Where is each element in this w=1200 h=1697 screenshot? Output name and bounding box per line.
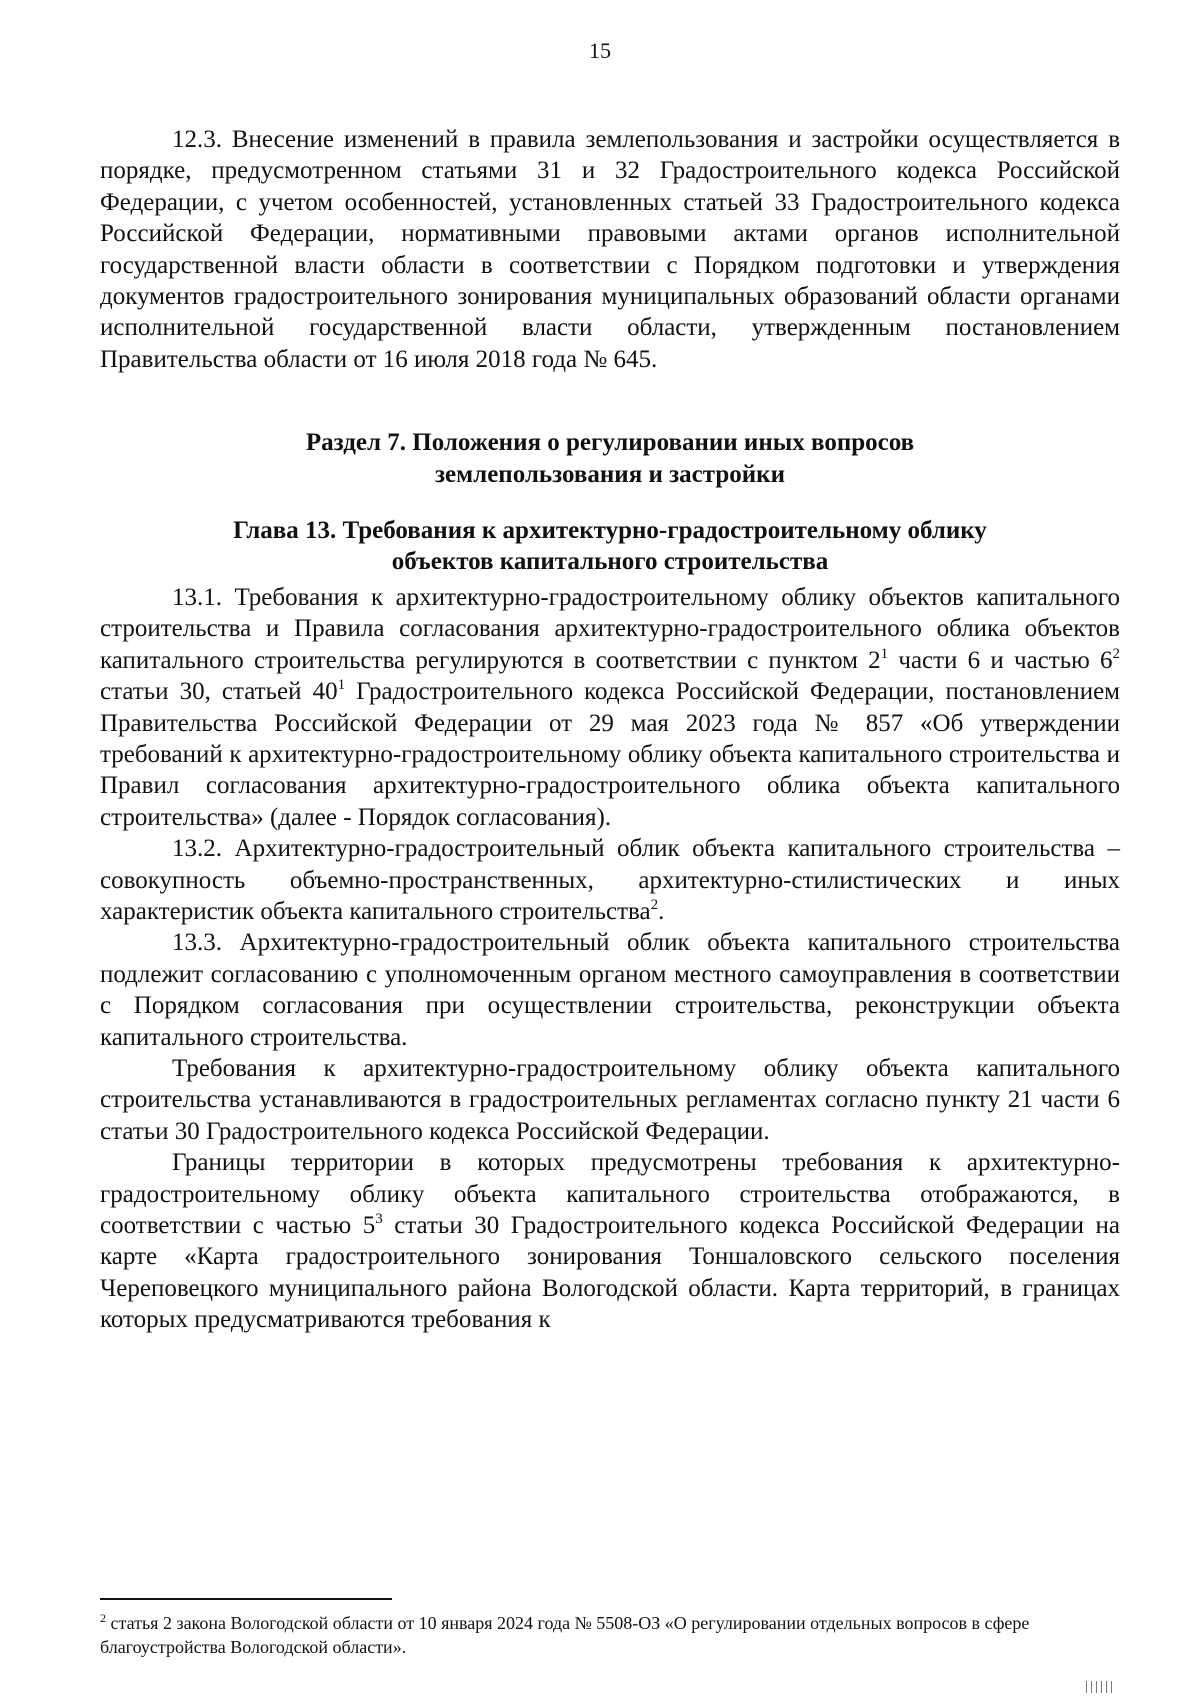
paragraph-13-2 — [100, 833, 1120, 927]
paragraph-13-1-text-d: Градостроительного кодекса Российской Федерации, постановлением Правительства Российской Федерации от 29 мая 2023 года № 857 «Об утверждении требований к архитектурно-градостроительному облику объекта капитального строительства и Правил согласования архитектурно-градостроительного облика объекта капитального строительства» (далее - Порядок согласования). — [100, 678, 1120, 831]
paragraph-13-1 — [100, 582, 1120, 833]
paragraph-13-1-text-b: части 6 и частью 6 — [888, 646, 1113, 674]
paragraph-borders — [100, 1147, 1120, 1335]
paragraph-13-1-text-c: статьи 30, статьей 40 — [100, 678, 338, 706]
superscript-borders: 3 — [375, 1211, 383, 1227]
paragraph-13-3: 13.3. Архитектурно-градостроительный облик объекта капитального строительства подлежит согласованию с уполномоченным органом местного самоуправления в соответствии с Порядком согласования при осуществлении строительства, реконструкции объекта капитального строительства. — [100, 929, 1120, 1051]
superscript-2: 2 — [1112, 645, 1120, 662]
paragraph-borders-text-b: статьи 30 Градостроительного кодекса Российской Федерации на карте «Карта градостроительного зонирования Тоншаловского сельского поселения Череповецкого муниципального района Вологодской области. Карта территорий, в границах которых предусматриваются требования к — [100, 1212, 1121, 1334]
footnote — [100, 1611, 1120, 1659]
superscript-3: 1 — [337, 677, 346, 694]
paragraph-borders-text-a: Границы территории в которых предусмотрены требования к архитектурно-градостроительному облику объекта капитального строительства отображаются, в соответствии с частью 5 — [100, 1149, 1120, 1239]
paragraph-requirements: Требования к архитектурно-градостроительному облику объекта капитального строительства устанавливаются в градостроительных регламентах согласно пункту 21 части 6 статьи 30 Градостроительного кодекса Российской Федерации. — [100, 1054, 1120, 1145]
footnote-reference[interactable]: 2 — [650, 896, 659, 913]
footnote-separator — [100, 1598, 392, 1600]
chapter-heading-line-2: объектов капитального строительства — [391, 548, 829, 576]
page-body — [100, 124, 1120, 1336]
scan-artifact — [1086, 1681, 1114, 1693]
section-heading — [100, 427, 1120, 490]
paragraph-12-3: 12.3. Внесение изменений в правила землепользования и застройки осуществляется в порядке, предусмотренном статьями 31 и 32 Градостроительного кодекса Российской Федерации, с учетом особенностей, установленных статьей 33 Градостроительного кодекса Российской Федерации, нормативными правовыми актами органов исполнительной государственной власти области в соответствии с Порядком подготовки и утверждения документов градостроительного зонирования муниципальных образований области органами исполнительной государственной власти области, утвержденным постановлением Правительства области от 16 июля 2018 года № 645. — [100, 126, 1120, 373]
footnote-text: статья 2 закона Вологодской области от 10 января 2024 года № 5508-ОЗ «О регулировании отдельных вопросов в сфере благоустройства Вологодской области». — [100, 1613, 1030, 1657]
chapter-heading-line-1: Глава 13. Требования к архитектурно-градостроительному облику — [233, 517, 987, 545]
paragraph-13-1-text-a: 13.1. Требования к архитектурно-градостроительному облику объектов капитального строительства и Правила согласования архитектурно-градостроительного облика объектов капитального строительства регулируются в соответствии с пунктом 2 — [100, 583, 1120, 674]
footnote-mark: 2 — [100, 1611, 106, 1625]
paragraph-13-2-text: 13.2. Архитектурно-градостроительный облик объекта капитального строительства – совокупность объемно-пространственных, архитектурно-стилистических и иных характеристик объекта капитального строительства — [100, 835, 1120, 925]
paragraph-13-2-end: . — [658, 897, 665, 925]
page-number: 15 — [589, 38, 611, 63]
section-heading-line-1: Раздел 7. Положения о регулировании иных вопросов — [305, 429, 915, 457]
chapter-heading — [100, 515, 1120, 578]
superscript-1: 1 — [880, 645, 889, 662]
section-heading-line-2: землепользования и застройки — [435, 460, 785, 488]
